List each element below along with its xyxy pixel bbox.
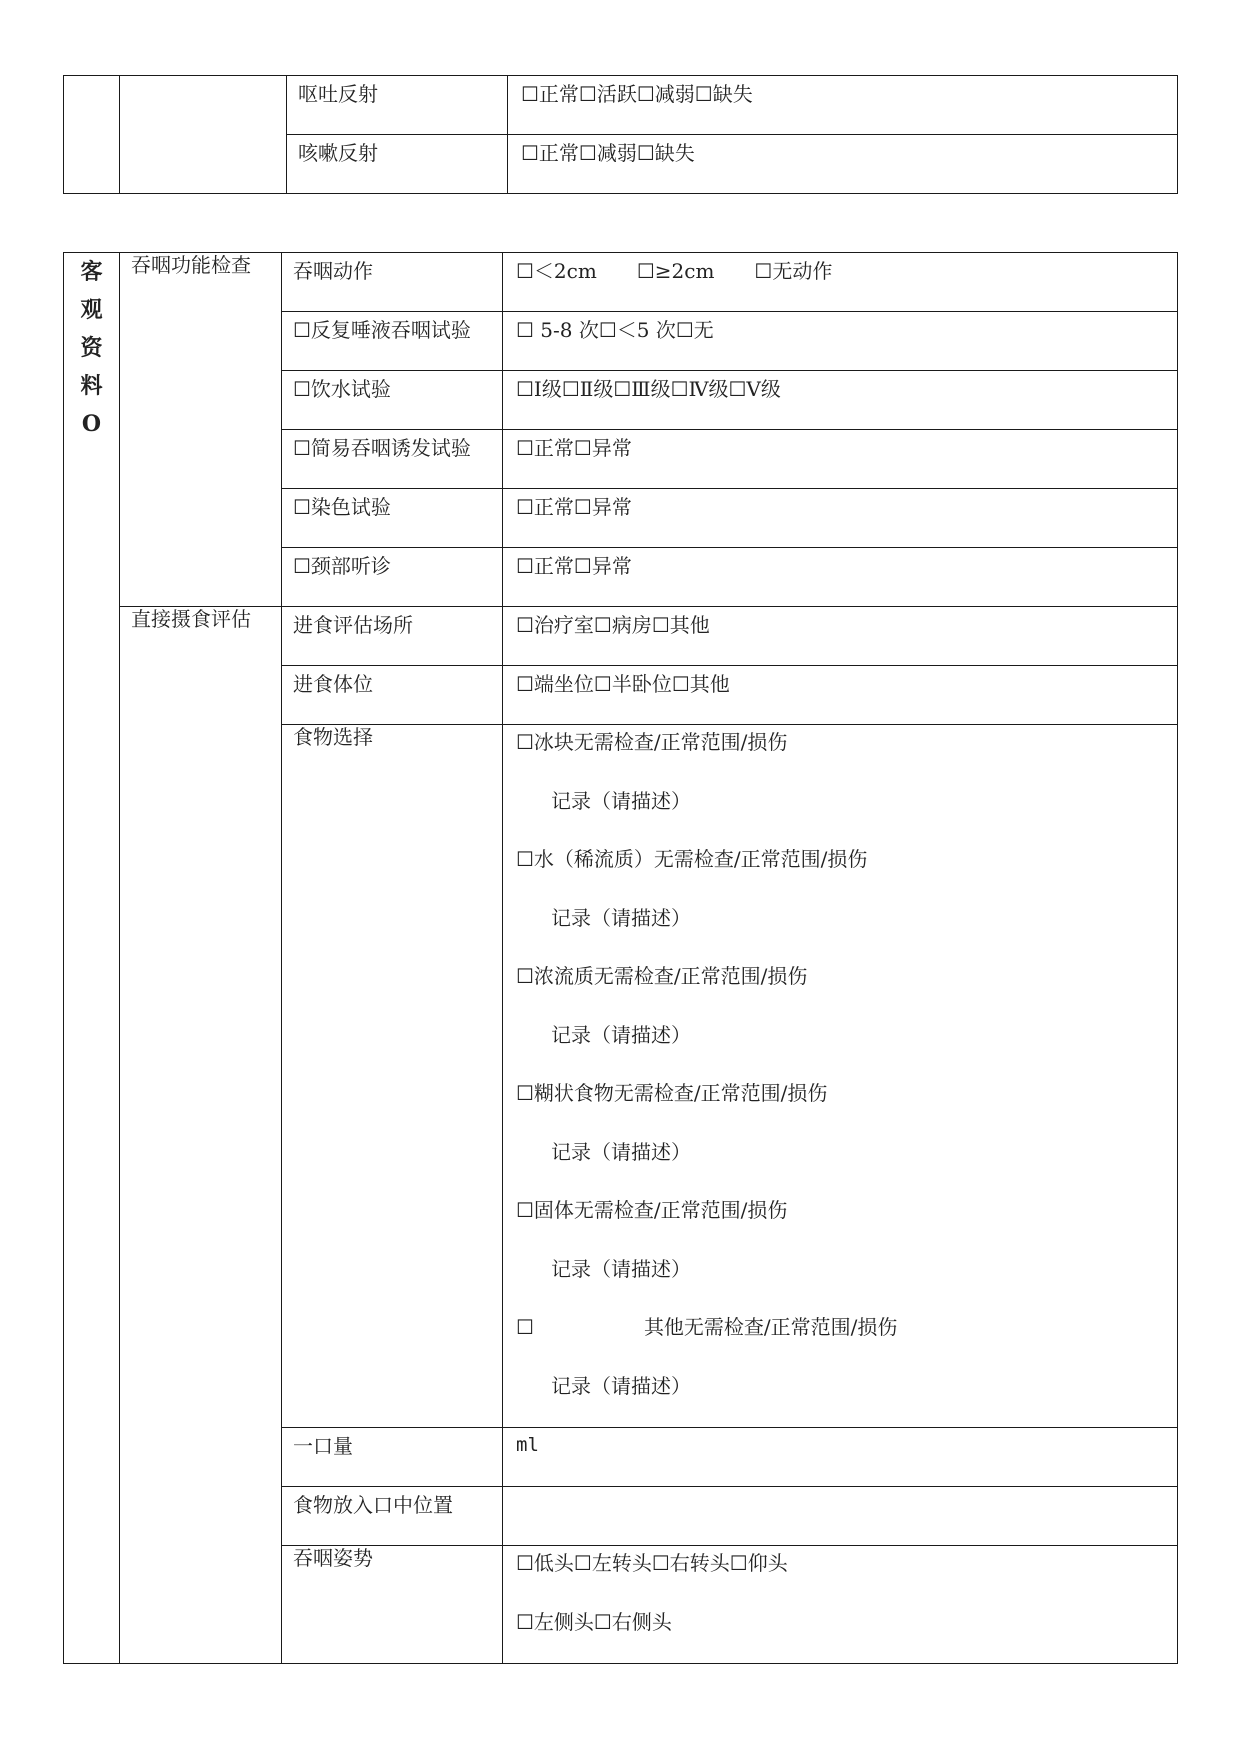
empty-cell [64,76,120,194]
swallow-action-options[interactable] [503,253,1177,283]
swallow-action-label: 吞咽动作 [293,259,373,283]
food-record-ice: 记录（请描述） [551,788,691,813]
section-title-char: 客 [80,259,103,285]
posture-options-line-1[interactable]: ☐低头☐左转头☐右转头☐仰头 [516,1551,788,1575]
cervical-auscultation-options[interactable]: ☐正常☐异常 [516,554,632,578]
swallow-posture-cell [503,1546,1178,1664]
row-label [287,135,508,194]
row-label[interactable] [282,312,503,371]
option-lt-2cm[interactable]: ☐＜2cm [516,259,597,283]
option-ge-2cm[interactable]: ☐≥2cm [636,259,715,283]
row-value[interactable] [508,135,1178,194]
row-value[interactable] [503,430,1178,489]
food-option-paste[interactable]: ☐糊状食物无需检查/正常范围/损伤 [516,1081,828,1105]
section-title-char: 料 [80,373,103,399]
empty-cell [120,76,287,194]
row-value[interactable] [503,1428,1178,1487]
section-title [64,253,119,443]
swallow-exam-title: 吞咽功能检查 [131,253,251,277]
food-placement-value[interactable] [503,1487,1177,1493]
food-choice-label: 食物选择 [293,725,373,749]
food-record-paste: 记录（请描述） [551,1139,691,1164]
food-option-water[interactable]: ☐水（稀流质）无需检查/正常范围/损伤 [516,847,868,871]
cervical-auscultation-label[interactable]: ☐颈部听诊 [293,554,391,578]
feeding-location-options[interactable]: ☐治疗室☐病房☐其他 [516,613,710,637]
row-value[interactable] [503,607,1178,666]
row-label [282,1487,503,1546]
objective-data-table [63,252,1178,1664]
row-value[interactable] [503,666,1178,725]
food-option-other-text: 其他无需检查/正常范围/损伤 [643,1315,898,1339]
reflex-table [63,75,1178,194]
row-label[interactable] [282,371,503,430]
simple-swallow-provocation-label[interactable]: ☐简易吞咽诱发试验 [293,436,471,460]
row-value[interactable] [503,489,1178,548]
table-row [64,76,1178,135]
food-option-ice[interactable]: ☐冰块无需检查/正常范围/损伤 [516,730,788,754]
gag-reflex-label: 呕吐反射 [298,82,378,106]
row-label[interactable] [282,489,503,548]
checkbox[interactable]: ☐ [516,1315,534,1339]
feeding-position-options[interactable]: ☐端坐位☐半卧位☐其他 [516,672,730,696]
swallow-posture-label: 吞咽姿势 [293,1546,373,1570]
food-record-water: 记录（请描述） [551,905,691,930]
cough-reflex-options[interactable]: ☐正常☐减弱☐缺失 [521,141,695,165]
food-option-other[interactable] [503,1310,1177,1369]
table-row [64,607,1178,666]
bite-volume-unit[interactable]: ml [516,1434,539,1456]
row-value[interactable] [508,76,1178,135]
group-title-cell [120,253,282,607]
row-label [282,253,503,312]
posture-options-line-2[interactable]: ☐左侧头☐右侧头 [516,1609,672,1634]
row-label[interactable] [282,548,503,607]
food-option-thick-liquid[interactable]: ☐浓流质无需检查/正常范围/损伤 [516,964,808,988]
bite-volume-label: 一口量 [293,1434,353,1458]
feeding-location-label: 进食评估场所 [293,613,413,637]
section-title-char: O [81,411,102,437]
row-value[interactable] [503,312,1178,371]
row-label [282,607,503,666]
direct-feeding-title: 直接摄食评估 [131,607,251,631]
water-test-options[interactable]: ☐Ⅰ级☐Ⅱ级☐Ⅲ级☐Ⅳ级☐Ⅴ级 [516,377,781,401]
food-choice-cell [503,725,1178,1428]
row-value[interactable] [503,548,1178,607]
feeding-position-label: 进食体位 [293,672,373,696]
food-option-solid[interactable]: ☐固体无需检查/正常范围/损伤 [516,1198,788,1222]
dye-test-options[interactable]: ☐正常☐异常 [516,495,632,519]
section-title-char: 观 [80,297,103,323]
food-placement-label: 食物放入口中位置 [293,1493,453,1517]
row-value[interactable] [503,253,1178,312]
group-title-cell [120,607,282,1664]
row-label[interactable] [282,430,503,489]
row-label [282,1546,503,1664]
row-label [287,76,508,135]
water-test-label[interactable]: ☐饮水试验 [293,377,391,401]
section-title-char: 资 [80,335,103,361]
option-no-action[interactable]: ☐无动作 [754,259,833,283]
food-record-solid: 记录（请描述） [551,1256,691,1281]
dye-test-label[interactable]: ☐染色试验 [293,495,391,519]
food-placement-field[interactable] [503,1487,1178,1546]
saliva-swallow-test-options[interactable]: ☐ 5-8 次☐＜5 次☐无 [516,318,714,342]
row-label [282,666,503,725]
table-row [64,253,1178,312]
section-title-cell [64,253,120,1664]
food-record-other: 记录（请描述） [551,1373,691,1398]
row-label [282,725,503,1428]
simple-swallow-provocation-options[interactable]: ☐正常☐异常 [516,436,632,460]
row-label [282,1428,503,1487]
food-record-thick-liquid: 记录（请描述） [551,1022,691,1047]
gag-reflex-options[interactable]: ☐正常☐活跃☐减弱☐缺失 [521,82,753,106]
saliva-swallow-test-label[interactable]: ☐反复唾液吞咽试验 [293,318,471,342]
cough-reflex-label: 咳嗽反射 [298,141,378,165]
row-value[interactable] [503,371,1178,430]
